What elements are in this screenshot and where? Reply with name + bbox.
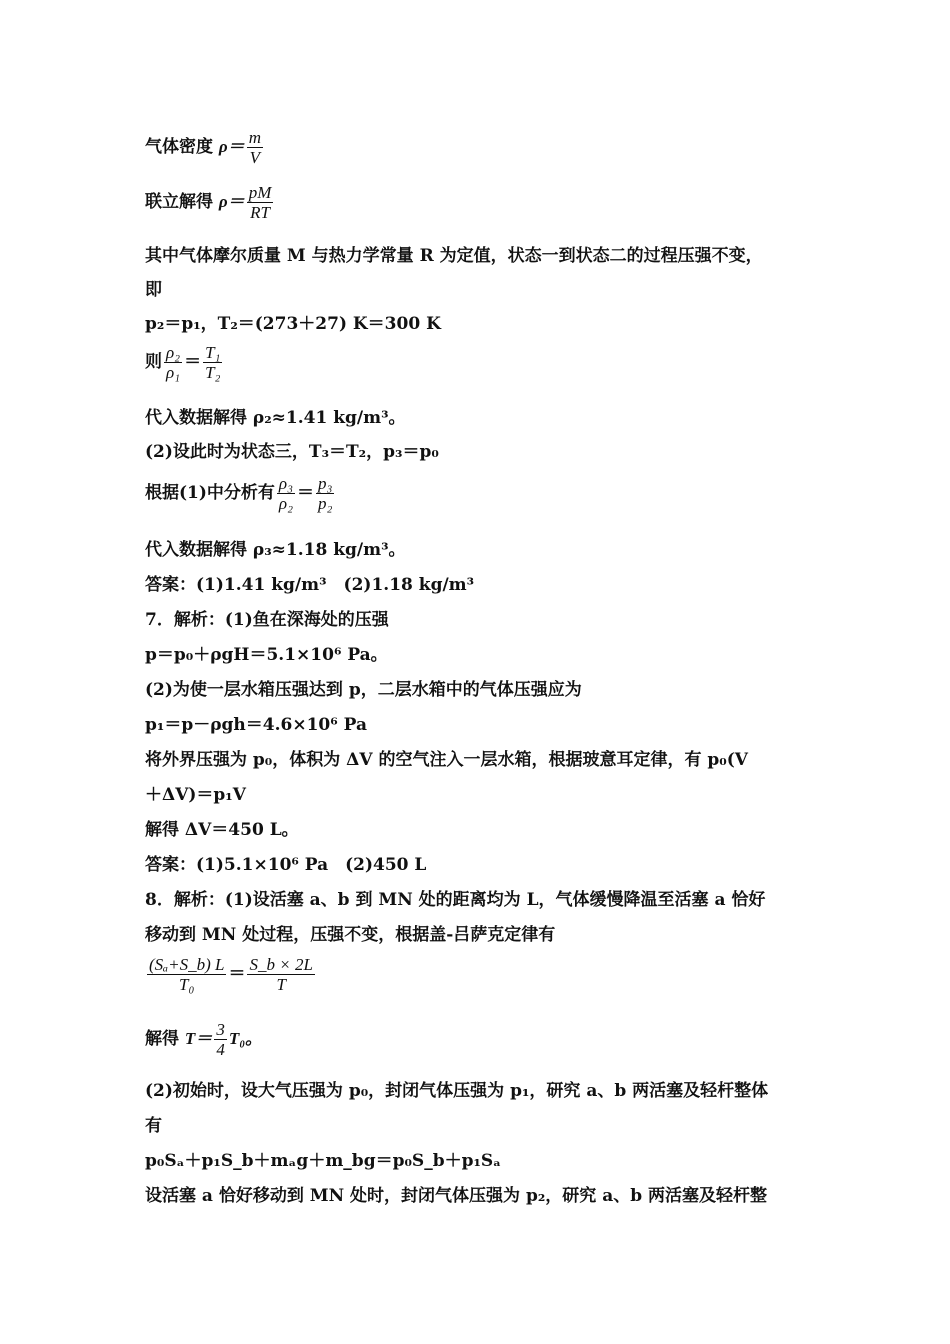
paragraph-line: 即 bbox=[145, 280, 162, 300]
fraction bbox=[247, 128, 263, 167]
formula-line: p₁＝p－ρgh＝4.6×10⁶ Pa bbox=[145, 715, 367, 735]
formula-line: p₂＝p₁，T₂＝(273＋27) K＝300 K bbox=[145, 314, 441, 334]
paragraph-line: 其中气体摩尔质量 M 与热力学常量 R 为定值，状态一到状态二的过程压强不变， bbox=[145, 246, 763, 266]
paragraph-line: 移动到 MN 处过程，压强不变，根据盖-吕萨克定律有 bbox=[145, 925, 556, 945]
numerator: m bbox=[248, 128, 261, 147]
numerator: pM bbox=[248, 183, 272, 202]
text: 根据(1)中分析有 bbox=[145, 483, 275, 503]
formula-line: p＝p₀＋ρgH＝5.1×10⁶ Pa。 bbox=[145, 645, 388, 665]
paragraph-line: (2)初始时，设大气压强为 p₀，封闭气体压强为 p₁，研究 a、b 两活塞及轻杆整体 bbox=[145, 1081, 769, 1101]
numerator: ρ₃ bbox=[278, 474, 293, 493]
paragraph-line: 代入数据解得 ρ₃≈1.18 kg/m³。 bbox=[145, 540, 406, 560]
denominator: ρ₂ bbox=[278, 494, 293, 513]
formula-line: ＋ΔV)＝p₁V bbox=[145, 785, 246, 805]
text: 解得 bbox=[145, 1029, 179, 1049]
paragraph-line: 有 bbox=[145, 1116, 162, 1136]
paragraph-line: 解得 ΔV＝450 L。 bbox=[145, 820, 299, 840]
equals: ＝ bbox=[297, 483, 314, 503]
denominator: T₀ bbox=[179, 975, 195, 994]
line-solve-t bbox=[145, 1020, 262, 1059]
paragraph-line: 8．解析：(1)设活塞 a、b 到 MN 处的距离均为 L，气体缓慢降温至活塞 a 恰好 bbox=[145, 890, 766, 910]
formula-lhs: T＝ bbox=[184, 1029, 213, 1048]
numerator: S_b × 2L bbox=[249, 955, 313, 974]
numerator: 3 bbox=[216, 1020, 225, 1039]
numerator: T₁ bbox=[205, 343, 221, 362]
denominator: RT bbox=[250, 203, 270, 222]
denominator: 4 bbox=[216, 1040, 225, 1059]
fraction bbox=[164, 343, 182, 382]
line-ratio bbox=[145, 343, 224, 382]
line-solve-density bbox=[145, 183, 275, 222]
equals: ＝ bbox=[228, 964, 246, 984]
line-gay-lussac bbox=[145, 955, 317, 994]
denominator: T bbox=[276, 975, 286, 994]
denominator: T₂ bbox=[205, 363, 221, 382]
paragraph-line: 设活塞 a 恰好移动到 MN 处时，封闭气体压强为 p₂，研究 a、b 两活塞及轻杆整 bbox=[145, 1186, 768, 1206]
text: 气体密度 bbox=[145, 137, 213, 157]
fraction bbox=[247, 955, 314, 994]
denominator: p₂ bbox=[318, 494, 333, 513]
fraction bbox=[277, 474, 295, 513]
numerator: p₃ bbox=[318, 474, 333, 493]
fraction bbox=[203, 343, 222, 382]
text: 则 bbox=[145, 352, 162, 372]
fraction bbox=[247, 183, 274, 222]
fraction bbox=[316, 474, 334, 513]
answer-line: 答案：(1)5.1×10⁶ Pa (2)450 L bbox=[145, 855, 427, 875]
line-ratio-2 bbox=[145, 474, 336, 513]
fraction bbox=[214, 1020, 227, 1059]
paragraph-line: 将外界压强为 p₀，体积为 ΔV 的空气注入一层水箱，根据玻意耳定律，有 p₀(V bbox=[145, 750, 748, 770]
line-gas-density bbox=[145, 128, 265, 167]
numerator: ρ₂ bbox=[166, 343, 181, 362]
equals: ＝ bbox=[184, 352, 202, 372]
fraction bbox=[147, 955, 226, 994]
formula-line: p₀Sₐ＋p₁S_b＋mₐg＋m_bg＝p₀S_b＋p₁Sₐ bbox=[145, 1151, 502, 1171]
denominator: ρ₁ bbox=[166, 363, 181, 382]
numerator: (Sₐ+S_b) L bbox=[149, 955, 225, 974]
paragraph-line: (2)设此时为状态三，T₃＝T₂，p₃＝p₀ bbox=[145, 442, 439, 462]
text: 联立解得 bbox=[145, 192, 213, 212]
paragraph-line: 7．解析：(1)鱼在深海处的压强 bbox=[145, 610, 389, 630]
formula-rhs: T₀。 bbox=[228, 1029, 263, 1048]
paragraph-line: (2)为使一层水箱压强达到 p，二层水箱中的气体压强应为 bbox=[145, 680, 582, 700]
formula-lhs: ρ＝ bbox=[218, 192, 245, 211]
formula-lhs: ρ＝ bbox=[218, 137, 245, 156]
paragraph-line: 代入数据解得 ρ₂≈1.41 kg/m³。 bbox=[145, 408, 406, 428]
denominator: V bbox=[249, 148, 261, 167]
answer-line: 答案：(1)1.41 kg/m³ (2)1.18 kg/m³ bbox=[145, 575, 475, 595]
